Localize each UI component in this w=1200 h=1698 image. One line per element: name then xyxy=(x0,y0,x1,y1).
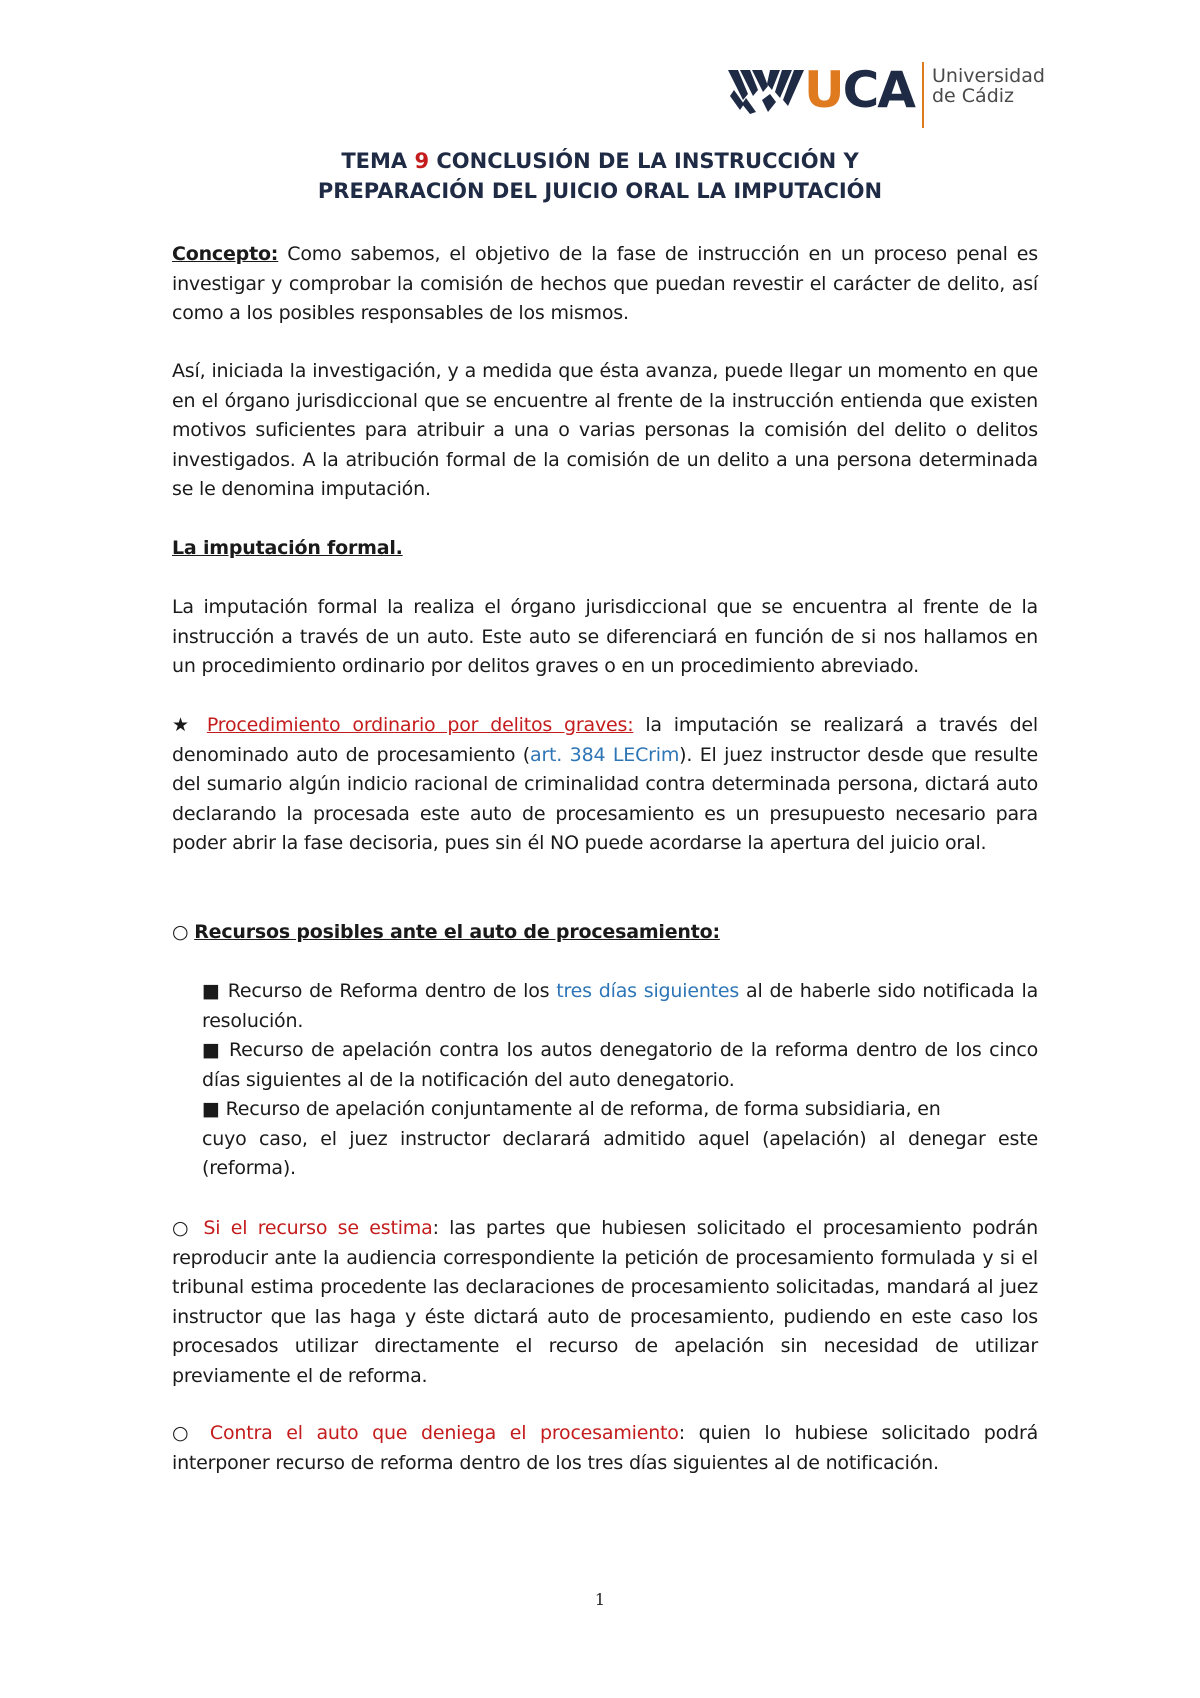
concepto-paragraph: Concepto: Como sabemos, el objetivo de la fase de instrucción en un proceso penal es investigar y comprobar la comisión de hechos que puedan revestir el carácter de delito, así como a los posibles responsables de los mismos. xyxy=(172,243,1038,324)
document-title xyxy=(0,146,1200,206)
title-line-2: PREPARACIÓN DEL JUICIO ORAL LA IMPUTACIÓN xyxy=(317,179,883,203)
investigacion-paragraph: Así, iniciada la investigación, y a medida que ésta avanza, puede llegar un momento en que en el órgano jurisdiccional que se encuentre al frente de la instrucción entienda que existen motivos suficientes para atribuir a una o varias personas la comisión del delito o delitos investigados. A la atribución formal de la comisión de un delito a una persona determinada se le denomina imputación. xyxy=(172,360,1038,500)
uca-emblem-icon xyxy=(726,64,806,116)
uca-logo xyxy=(726,58,1046,132)
circle-bullet-icon: ○ xyxy=(172,1422,210,1444)
square-bullet-icon: ■ xyxy=(202,980,228,1002)
deniega-label: Contra el auto que deniega el procesamiento xyxy=(209,1422,679,1444)
estima-label: Si el recurso se estima xyxy=(203,1217,433,1239)
imputacion-paragraph: La imputación formal la realiza el órgano jurisdiccional que se encuentra al frente de la instrucción a través de un auto. Este auto se diferenciará en función de si nos hallamos en un procedimiento ordinario por delitos graves o en un procedimiento abreviado. xyxy=(172,596,1038,677)
list-item: ■ Recurso de apelación contra los autos denegatorio de la reforma dentro de los cinco días siguientes al de la notificación del auto denegatorio. xyxy=(202,1039,1038,1091)
logo-divider xyxy=(922,62,924,128)
circle-bullet-icon: ○ xyxy=(172,921,195,943)
ordinario-paragraph: ★ Procedimiento ordinario por delitos graves: la imputación se realizará a través del denominado auto de procesamiento (art. 384 LECrim). El juez instructor desde que resulte del sumario algún indicio racional de criminalidad contra determinada persona, dictará auto declarando la procesada este auto de procesamiento es un presupuesto necesario para poder abrir la fase decisoria, pues sin él NO puede acordarse la apertura del juicio oral. xyxy=(172,714,1038,854)
section-heading: La imputación formal. xyxy=(172,537,403,559)
uca-wordmark: UCA xyxy=(804,61,914,119)
article-reference: art. 384 LECrim xyxy=(530,743,680,766)
concepto-label: Concepto: xyxy=(172,243,279,265)
recursos-list xyxy=(202,977,1038,1184)
circle-bullet-icon: ○ xyxy=(172,1217,204,1239)
page-number: 1 xyxy=(594,1590,606,1609)
ordinario-label: Procedimiento ordinario por delitos graves: xyxy=(206,714,634,736)
star-icon: ★ xyxy=(172,714,207,736)
recursos-heading: ○ Recursos posibles ante el auto de procesamiento: xyxy=(172,921,720,943)
university-name: Universidad de Cádiz xyxy=(932,65,1045,107)
topic-number: 9 xyxy=(414,149,430,173)
title-line-1: TEMA 9 CONCLUSIÓN DE LA INSTRUCCIÓN Y xyxy=(341,149,859,173)
deniega-paragraph: ○ Contra el auto que deniega el procesamiento: quien lo hubiese solicitado podrá interponer recurso de reforma dentro de los tres días siguientes al de notificación. xyxy=(172,1422,1039,1474)
list-item: ■ Recurso de Reforma dentro de los tres días siguientes al de haberle sido notificada la resolución. xyxy=(202,980,1039,1032)
estima-paragraph: ○ Si el recurso se estima: las partes que hubiesen solicitado el procesamiento podrán reproducir ante la audiencia correspondiente la petición de procesamiento formulada y si el tribunal estima procedente las declaraciones de procesamiento solicitadas, mandará al juez instructor que las haga y éste dictará auto de procesamiento, pudiendo en este caso los procesados utilizar directamente el recurso de apelación sin necesidad de utilizar previamente el de reforma. xyxy=(172,1217,1038,1387)
list-item: ■ Recurso de apelación conjuntamente al de reforma, de forma subsidiaria, en cuyo caso, el juez instructor declarará admitido aquel (apelación) al denegar este (reforma). xyxy=(202,1098,1038,1179)
